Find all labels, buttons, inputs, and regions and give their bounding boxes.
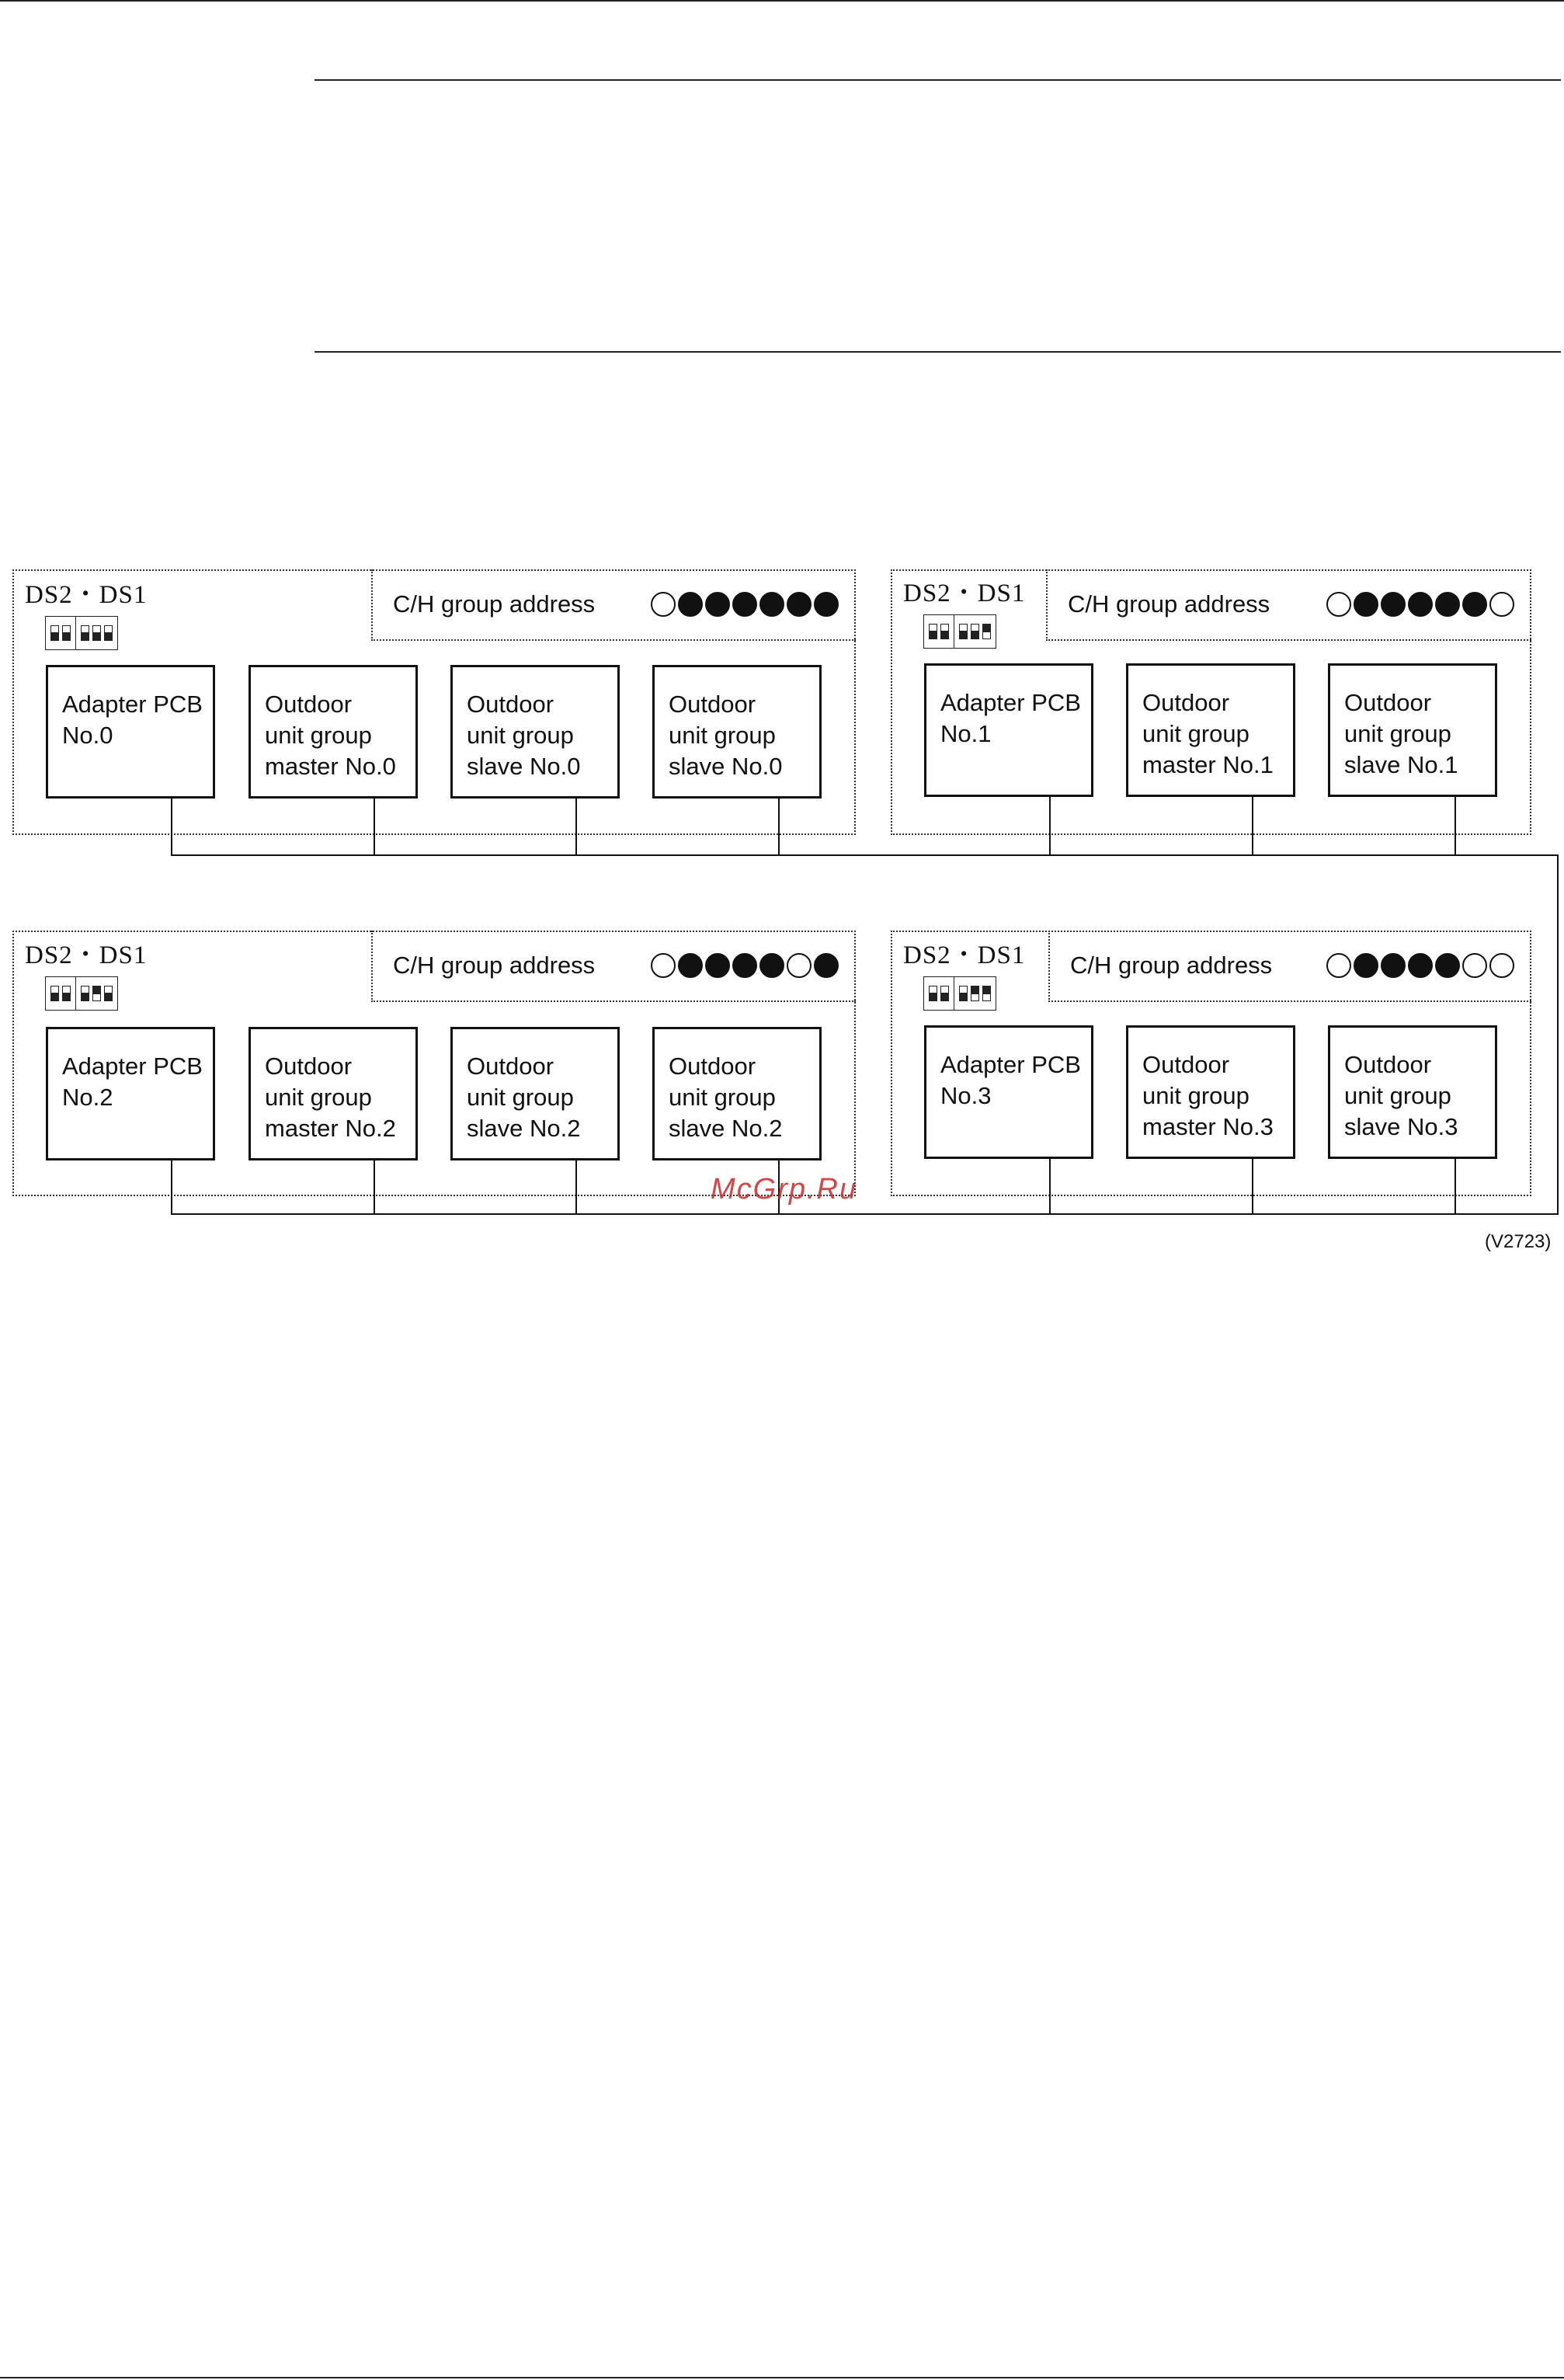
group-address-label: C/H group address [393, 590, 596, 618]
dip-toggle [50, 625, 59, 641]
wire-drop [1252, 1159, 1253, 1213]
group-address-label: C/H group address [393, 952, 596, 979]
outdoor-unit-box: Outdoor unit group slave No.3 [1328, 1025, 1497, 1159]
dip-switch [45, 976, 118, 1011]
address-dot [678, 953, 703, 978]
address-dot [678, 592, 703, 617]
dip-ds2-section [924, 977, 954, 1010]
dip-toggle [62, 625, 71, 641]
address-dot [705, 953, 730, 978]
dip-toggle [982, 986, 991, 1001]
outdoor-unit-box: Outdoor unit group master No.3 [1126, 1025, 1295, 1159]
group-address-label: C/H group address [1068, 590, 1270, 618]
dip-ds2-section [46, 977, 75, 1010]
address-dot [759, 592, 784, 617]
address-dot [1354, 953, 1378, 978]
wire-drop [374, 1160, 375, 1213]
address-dot [651, 953, 676, 978]
address-indicator [651, 953, 856, 978]
outdoor-unit-box: Outdoor unit group slave No.2 [450, 1027, 620, 1160]
dip-toggle [50, 986, 59, 1001]
group-address-box [371, 931, 856, 1002]
wire-drop [1455, 1159, 1456, 1213]
address-dot [1489, 953, 1514, 978]
dip-toggle [982, 624, 991, 639]
address-dot [651, 592, 676, 617]
dip-switch [923, 614, 996, 649]
dip-toggle [92, 625, 101, 641]
dip-toggle [959, 986, 968, 1001]
address-dot [1462, 592, 1487, 617]
address-dot [1354, 592, 1378, 617]
dip-switch-label: DS2・DS1 [25, 941, 148, 969]
dip-ds1-section [954, 615, 996, 648]
outdoor-unit-box: Outdoor unit group slave No.0 [450, 665, 620, 799]
address-dot [1326, 953, 1351, 978]
adapter-pcb-box: Adapter PCB No.2 [46, 1027, 215, 1160]
wire-drop [171, 1160, 172, 1213]
group-address-box [1048, 931, 1531, 1002]
dip-toggle [940, 986, 949, 1001]
wire-drop [575, 799, 577, 854]
address-dot [1435, 592, 1460, 617]
figure-code: (V2723) [1485, 1231, 1552, 1252]
wire-drop [1049, 1159, 1051, 1213]
wire-drop [778, 799, 780, 854]
adapter-pcb-box: Adapter PCB No.3 [924, 1025, 1093, 1159]
address-indicator [1326, 592, 1531, 617]
dip-ds1-section [75, 977, 117, 1010]
header-rule-2 [315, 351, 1561, 353]
address-indicator [1326, 953, 1531, 978]
outdoor-unit-box: Outdoor unit group slave No.1 [1328, 663, 1497, 797]
address-dot [787, 953, 812, 978]
address-dot [1408, 592, 1433, 617]
outdoor-unit-box: Outdoor unit group master No.0 [249, 665, 418, 799]
address-dot [1408, 953, 1433, 978]
address-dot [1381, 592, 1406, 617]
outdoor-unit-box: Outdoor unit group slave No.2 [652, 1027, 822, 1160]
group-address-label: C/H group address [1070, 952, 1273, 979]
dip-toggle [940, 624, 949, 639]
dip-ds2-section [924, 615, 954, 648]
dip-toggle [971, 986, 979, 1001]
dip-toggle [62, 986, 71, 1001]
dip-ds1-section [75, 617, 117, 649]
dip-toggle [92, 986, 101, 1001]
address-dot [814, 592, 839, 617]
top-rule [0, 0, 1564, 2]
wire-drop [1049, 797, 1051, 854]
wire-drop [374, 799, 375, 854]
address-dot [1435, 953, 1460, 978]
address-dot [814, 953, 839, 978]
address-dot [1462, 953, 1487, 978]
wire-drop [1252, 797, 1253, 854]
address-dot [732, 592, 757, 617]
adapter-pcb-box: Adapter PCB No.0 [46, 665, 215, 799]
address-dot [705, 592, 730, 617]
dip-switch [45, 616, 118, 650]
dip-switch-label: DS2・DS1 [25, 581, 148, 609]
dip-ds2-section [46, 617, 75, 649]
dip-toggle [104, 986, 113, 1001]
bus-line-lower [171, 1213, 1559, 1215]
wire-drop [1455, 797, 1456, 854]
bus-line-right [1557, 854, 1559, 1215]
group-address-box [1046, 569, 1531, 641]
dip-toggle [81, 986, 89, 1001]
address-indicator [651, 592, 856, 617]
address-dot [1489, 592, 1514, 617]
bottom-rule [0, 2377, 1564, 2378]
outdoor-unit-box: Outdoor unit group master No.1 [1126, 663, 1295, 797]
address-dot [1381, 953, 1406, 978]
address-dot [759, 953, 784, 978]
wire-drop [171, 799, 172, 854]
dip-toggle [929, 624, 937, 639]
dip-switch-label: DS2・DS1 [903, 579, 1026, 607]
address-dot [787, 592, 812, 617]
dip-switch-label: DS2・DS1 [903, 941, 1026, 969]
dip-toggle [959, 624, 968, 639]
wire-drop [575, 1160, 577, 1213]
address-dot [732, 953, 757, 978]
dip-switch [923, 976, 996, 1011]
group-address-box [371, 569, 856, 641]
address-dot [1326, 592, 1351, 617]
dip-toggle [929, 986, 937, 1001]
outdoor-unit-box: Outdoor unit group master No.2 [249, 1027, 418, 1160]
outdoor-unit-box: Outdoor unit group slave No.0 [652, 665, 822, 799]
dip-toggle [971, 624, 979, 639]
watermark: McGrp.Ru [711, 1173, 858, 1206]
dip-toggle [81, 625, 89, 641]
bus-line-upper [171, 854, 1557, 856]
adapter-pcb-box: Adapter PCB No.1 [924, 663, 1093, 797]
header-rule-1 [315, 79, 1561, 81]
dip-toggle [104, 625, 113, 641]
dip-ds1-section [954, 977, 996, 1010]
